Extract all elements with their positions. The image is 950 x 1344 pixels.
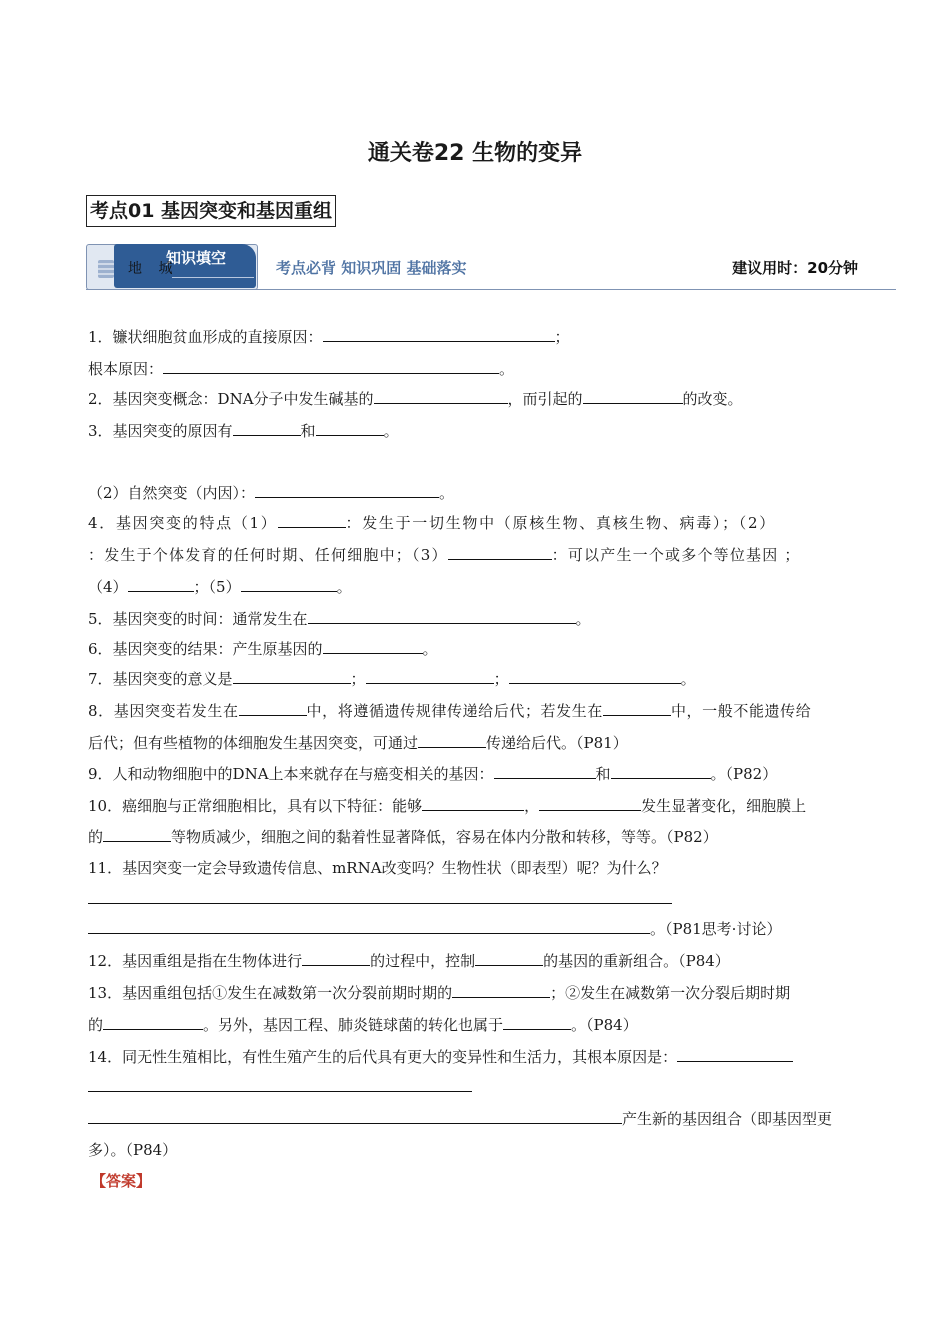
blank[interactable] xyxy=(452,982,550,998)
question-text: 。 xyxy=(422,640,438,658)
section-banner xyxy=(86,244,896,292)
question-line xyxy=(88,1046,793,1067)
question-line xyxy=(88,544,801,565)
question-text: 的过程中，控制 xyxy=(370,952,476,970)
question-line xyxy=(88,420,399,441)
blank[interactable] xyxy=(88,918,650,934)
question-line xyxy=(88,700,811,721)
question-line xyxy=(88,576,352,597)
question-text: 。 xyxy=(680,670,696,688)
question-text: （2）自然突变（内因）： xyxy=(88,484,256,502)
question-text: ；②发生在减数第一次分裂后期时期 xyxy=(550,984,791,1002)
question-text: ，而引起的 xyxy=(507,390,583,408)
question-text: 。 xyxy=(383,422,399,440)
blank[interactable] xyxy=(278,512,346,528)
question-text: ：发生于个体发育的任何时期、任何细胞中；（3） xyxy=(88,546,448,564)
question-text: 传递给后代。（P81） xyxy=(486,734,628,752)
page-title: 通关卷22 生物的变异 xyxy=(367,141,583,166)
blank[interactable] xyxy=(233,420,301,436)
blank[interactable] xyxy=(418,732,486,748)
question-text: 11．基因突变一定会导致遗传信息、mRNA改变吗？生物性状（即表型）呢？为什么？ xyxy=(88,859,667,877)
question-line xyxy=(88,388,743,409)
question-text: 。另外，基因工程、肺炎链球菌的转化也属于 xyxy=(203,1016,504,1034)
blank[interactable] xyxy=(241,576,337,592)
question-line xyxy=(88,512,776,533)
answer-line xyxy=(88,1076,472,1097)
question-text: 。（P81思考·讨论） xyxy=(650,920,782,938)
suggested-time: 建议用时：20分钟 xyxy=(732,259,858,277)
question-text: 的 xyxy=(88,828,104,846)
question-line xyxy=(88,1108,832,1129)
question-text: 。 xyxy=(575,610,591,628)
blank[interactable] xyxy=(422,795,524,811)
question-line xyxy=(88,482,454,503)
blank[interactable] xyxy=(603,700,671,716)
question-line xyxy=(88,982,790,1003)
question-line xyxy=(88,668,696,689)
blank[interactable] xyxy=(163,358,499,374)
blank[interactable] xyxy=(677,1046,793,1062)
question-line xyxy=(88,1014,638,1035)
blank[interactable] xyxy=(503,1014,571,1030)
blank[interactable] xyxy=(103,1014,203,1030)
question-text: 。 xyxy=(439,484,455,502)
blank[interactable] xyxy=(448,544,552,560)
blank[interactable] xyxy=(366,668,494,684)
question-text: 8．基因突变若发生在 xyxy=(88,702,239,720)
blank[interactable] xyxy=(233,668,351,684)
blank[interactable] xyxy=(611,763,711,779)
question-text: 和 xyxy=(595,765,611,783)
question-text: 1．镰状细胞贫血形成的直接原因： xyxy=(88,328,323,346)
question-text: 。（P84） xyxy=(571,1016,638,1034)
question-text: 等物质减少，细胞之间的黏着性显著降低，容易在体内分散和转移，等等。（P82） xyxy=(171,828,718,846)
blank[interactable] xyxy=(323,326,555,342)
blank[interactable] xyxy=(475,950,543,966)
blank[interactable] xyxy=(374,388,508,404)
question-text: ：发生于一切生物中（原核生物、真核生物、病毒）；（2） xyxy=(345,514,776,532)
banner-small-text: 地 城 xyxy=(128,261,179,277)
blank[interactable] xyxy=(88,888,672,904)
question-line xyxy=(88,732,628,753)
question-text: ； xyxy=(493,670,509,688)
question-text: 后代；但有些植物的体细胞发生基因突变，可通过 xyxy=(88,734,419,752)
question-line xyxy=(88,1140,177,1160)
blank[interactable] xyxy=(255,482,439,498)
question-line xyxy=(88,608,591,629)
question-text: 13．基因重组包括①发生在减数第一次分裂前期时期的 xyxy=(88,984,453,1002)
question-text: 14．同无性生殖相比，有性生殖产生的后代具有更大的变异性和生活力，其根本原因是： xyxy=(88,1048,678,1066)
blank[interactable] xyxy=(323,638,423,654)
question-text: ；（5） xyxy=(193,578,241,596)
question-text: 5．基因突变的时间：通常发生在 xyxy=(88,610,308,628)
question-text: 。（P82） xyxy=(710,765,778,783)
blank[interactable] xyxy=(128,576,194,592)
question-text: 12．基因重组是指在生物体进行 xyxy=(88,952,303,970)
blank[interactable] xyxy=(302,950,370,966)
question-line xyxy=(88,826,718,847)
question-text: 根本原因： xyxy=(88,360,164,378)
banner-tab-underline xyxy=(172,277,254,278)
question-text: 9．人和动物细胞中的DNA上本来就存在与癌变相关的基因： xyxy=(88,765,494,783)
banner-tab-label: 知识填空 xyxy=(166,249,227,267)
book-icon xyxy=(98,260,114,278)
question-text: 4．基因突变的特点（1） xyxy=(88,514,278,532)
question-line xyxy=(88,795,806,816)
blank[interactable] xyxy=(583,388,683,404)
question-text: 。 xyxy=(499,360,515,378)
blank[interactable] xyxy=(88,1108,622,1124)
question-text: （4） xyxy=(88,578,128,596)
banner-slogan: 考点必背 知识巩固 基础落实 xyxy=(276,259,467,277)
blank[interactable] xyxy=(308,608,576,624)
question-text: 6．基因突变的结果：产生原基因的 xyxy=(88,640,323,658)
blank[interactable] xyxy=(103,826,171,842)
blank[interactable] xyxy=(239,700,307,716)
blank[interactable] xyxy=(494,763,596,779)
question-text: 和 xyxy=(300,422,316,440)
question-line xyxy=(88,918,781,939)
question-line xyxy=(88,950,730,971)
blank[interactable] xyxy=(509,668,681,684)
question-line xyxy=(88,358,514,379)
question-text: 多）。（P84） xyxy=(88,1141,178,1159)
banner-rule xyxy=(86,289,896,290)
question-text: 的 xyxy=(88,1016,104,1034)
question-text: 发生显著变化，细胞膜上 xyxy=(641,797,807,815)
question-text: ， xyxy=(524,797,540,815)
question-text: 的基因的重新组合。（P84） xyxy=(543,952,730,970)
blank[interactable] xyxy=(539,795,641,811)
question-text: 7．基因突变的意义是 xyxy=(88,670,233,688)
question-text: 。 xyxy=(336,578,352,596)
answer-label: 【答案】 xyxy=(91,1172,152,1190)
question-text: ； xyxy=(554,328,570,346)
question-text: 中，将遵循遗传规律传递给后代；若发生在 xyxy=(306,702,603,720)
question-line xyxy=(88,326,570,347)
question-line xyxy=(88,638,438,659)
question-text: ； xyxy=(350,670,366,688)
question-text: 3．基因突变的原因有 xyxy=(88,422,233,440)
question-text: 产生新的基因组合（即基因型更 xyxy=(622,1110,833,1128)
blank[interactable] xyxy=(88,1076,472,1092)
question-line xyxy=(88,858,667,878)
question-text: 中，一般不能遗传给 xyxy=(670,702,812,720)
section-heading: 考点01 基因突变和基因重组 xyxy=(86,195,336,227)
question-line xyxy=(88,763,777,784)
blank[interactable] xyxy=(316,420,384,436)
question-text: ：可以产生一个或多个等位基因 ； xyxy=(551,546,801,564)
question-text: 的改变。 xyxy=(682,390,743,408)
question-text: 10．癌细胞与正常细胞相比，具有以下特征：能够 xyxy=(88,797,423,815)
question-text: 2．基因突变概念：DNA分子中发生碱基的 xyxy=(88,390,374,408)
answer-line xyxy=(88,888,672,909)
